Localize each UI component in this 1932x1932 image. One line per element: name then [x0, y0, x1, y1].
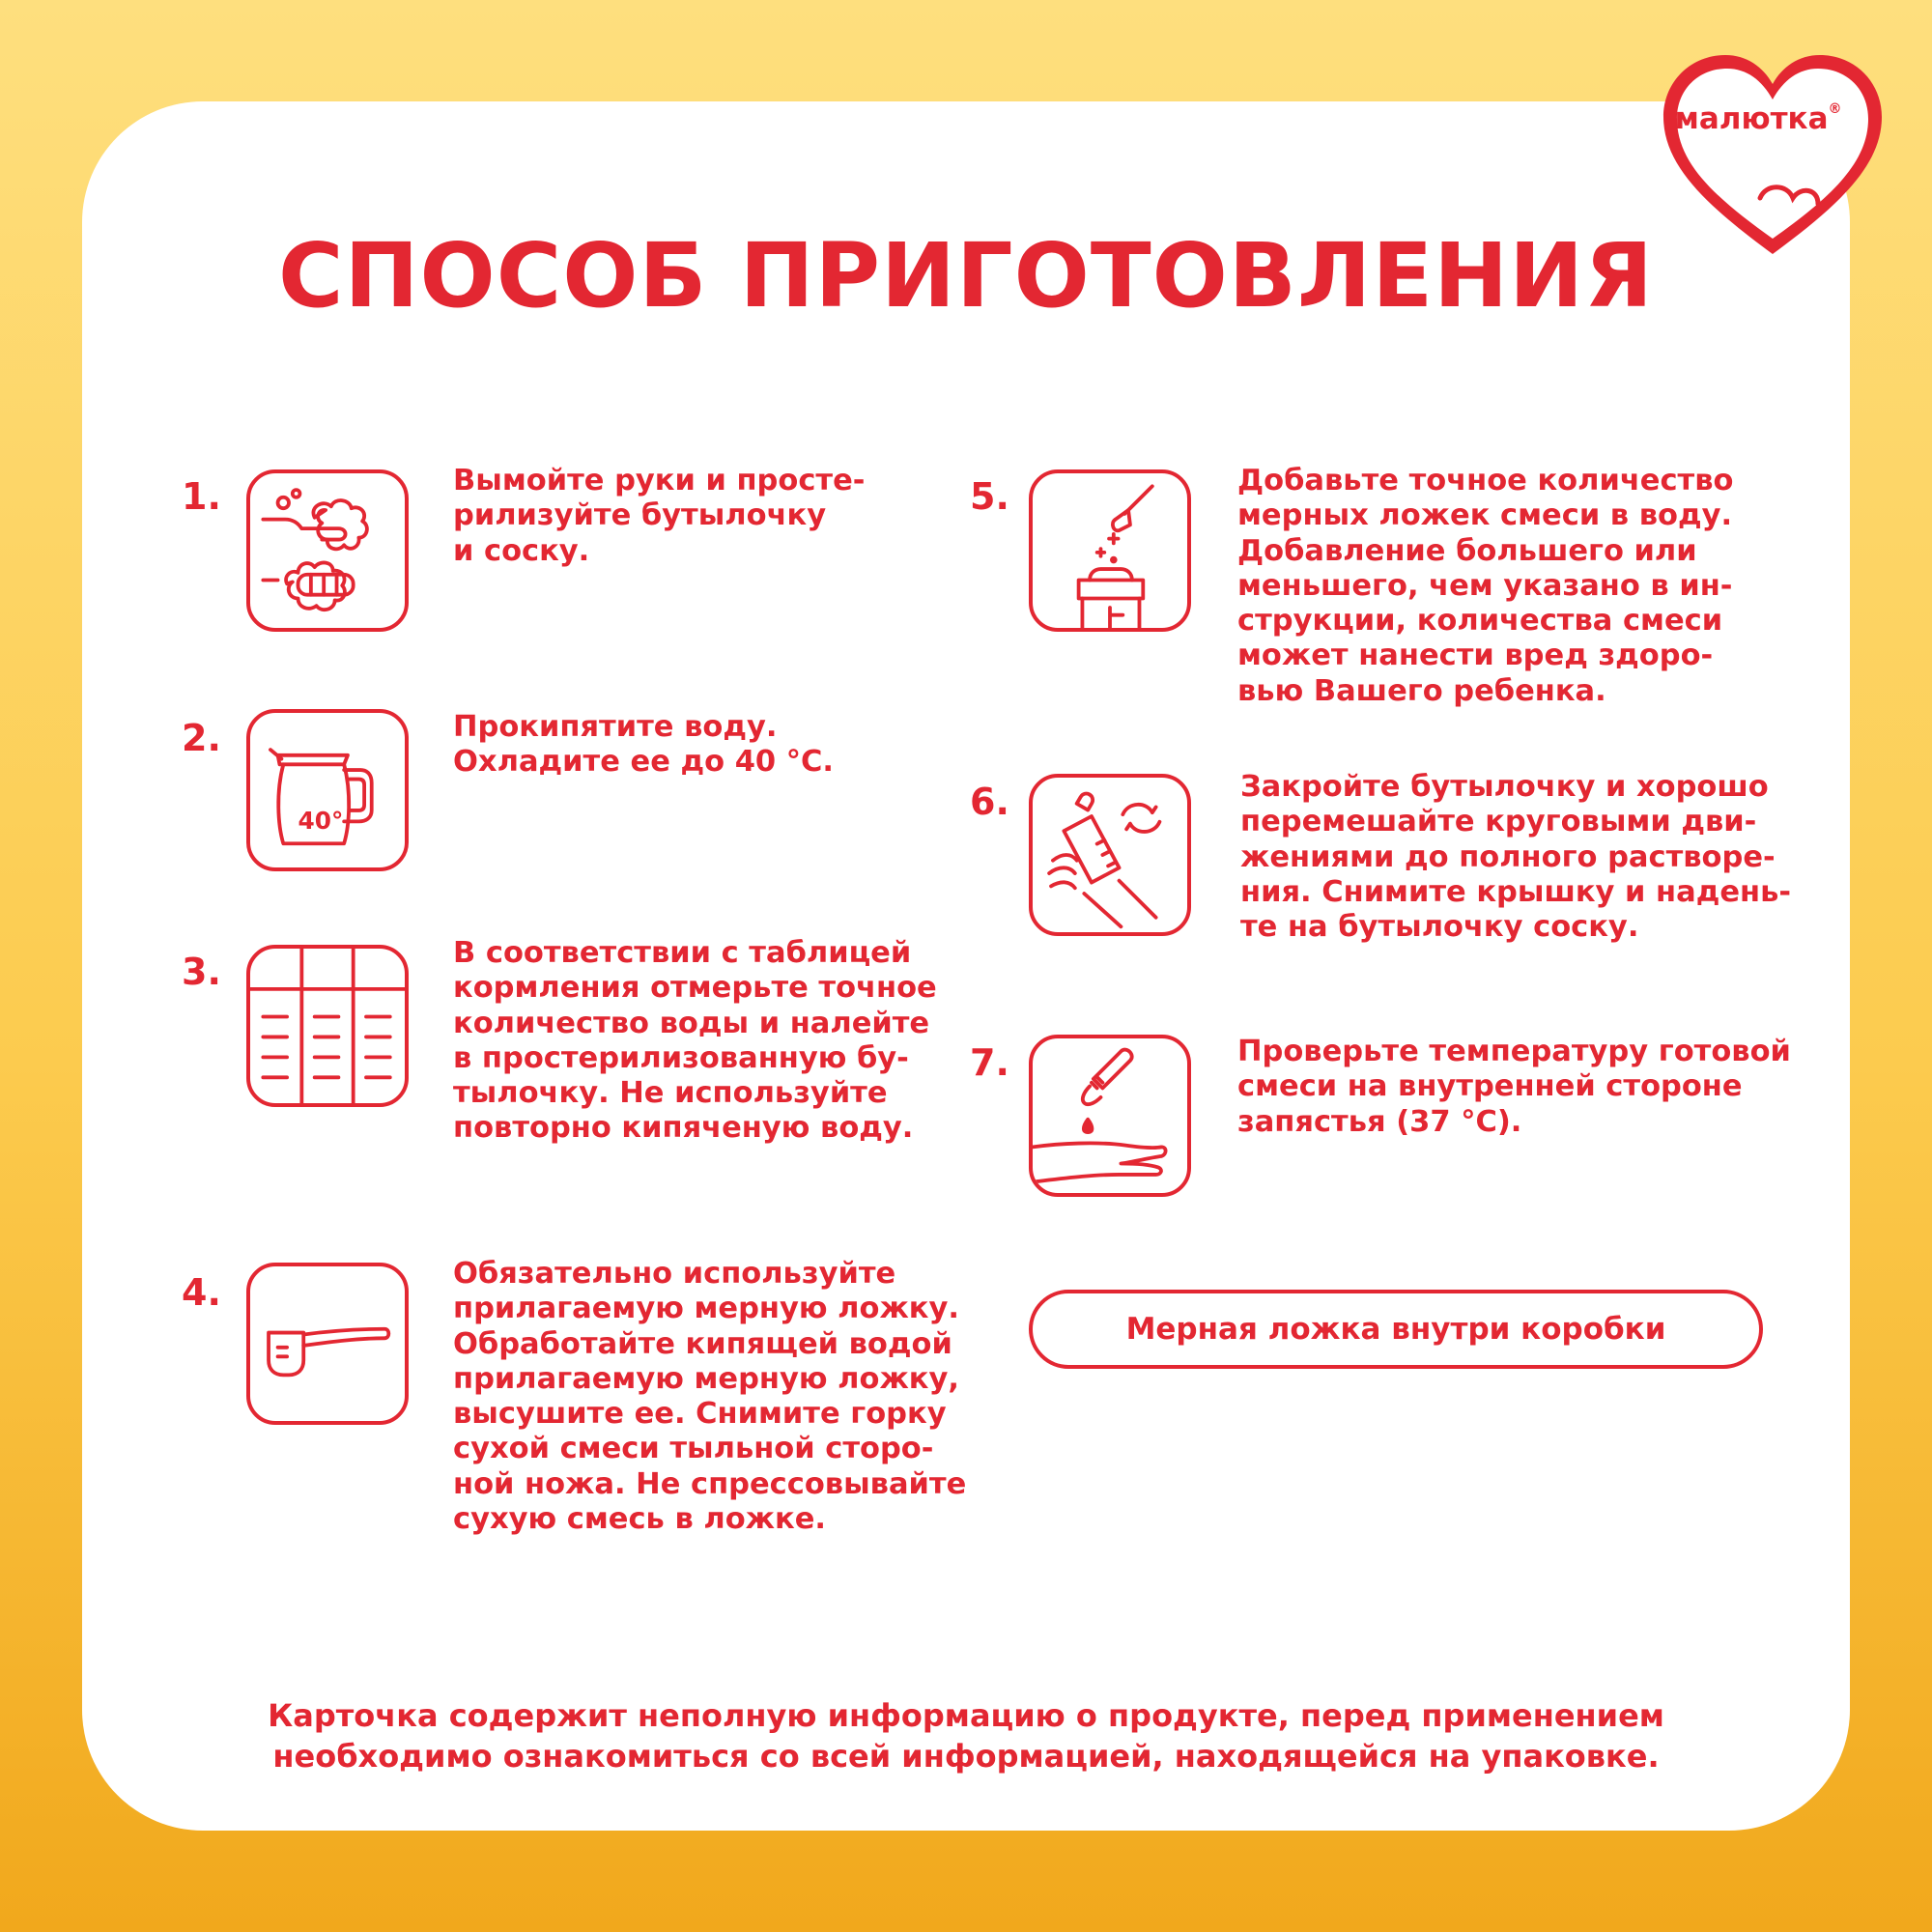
- add-formula-icon: [1029, 469, 1191, 632]
- step-number-1: 1.: [182, 475, 221, 518]
- wrist-test-icon: [1029, 1035, 1191, 1197]
- page-title: СПОСОБ ПРИГОТОВЛЕНИЯ: [277, 224, 1655, 327]
- step-text-4: Обязательно используйте прилагаемую мерную ложку. Обработайте кипящей водой прилагаемую мерную ложку, высушите ее. Снимите горку сухой смеси тыльной сторо- ной ножа. Не спрессовывайте сухую смесь в ложке.: [453, 1257, 967, 1537]
- measuring-spoon-icon: [246, 1263, 409, 1425]
- step-text-1: Вымойте руки и просте- рилизуйте бутылочку и соску.: [453, 464, 866, 568]
- step-number-5: 5.: [970, 475, 1009, 518]
- step-number-4: 4.: [182, 1271, 221, 1314]
- measuring-spoon-note: Мерная ложка внутри коробки: [1029, 1290, 1763, 1369]
- step-text-7: Проверьте температуру готовой смеси на внутренней стороне запястья (37 °C).: [1237, 1035, 1791, 1139]
- disclaimer: Карточка содержит неполную информацию о продукте, перед применением необходимо ознакомиться со всей информацией, находящейся на упаковке.: [268, 1697, 1664, 1775]
- step-text-6: Закройте бутылочку и хорошо перемешайте круговыми дви- жениями до полного растворе- ния. Снимите крышку и надень- те на бутылочку соску.: [1240, 770, 1792, 945]
- step-text-2: Прокипятите воду. Охладите ее до 40 °C.: [453, 710, 834, 780]
- step-number-7: 7.: [970, 1041, 1009, 1084]
- step-number-2: 2.: [182, 717, 221, 759]
- brand-name: малютка®: [1674, 101, 1842, 136]
- step-number-6: 6.: [970, 781, 1009, 823]
- shake-bottle-icon: [1029, 774, 1191, 936]
- step-text-5: Добавьте точное количество мерных ложек смеси в воду. Добавление большего или меньшего, чем указано в ин- струкции, количества смеси может нанести вред здоро- вью Вашего ребенка.: [1237, 464, 1734, 708]
- kettle-icon: [246, 709, 409, 871]
- kettle-temperature-label: 40°: [298, 807, 344, 835]
- hand-washing-icon: [246, 469, 409, 632]
- feeding-table-icon: [246, 945, 409, 1107]
- step-text-3: В соответствии с таблицей кормления отмерьте точное количество воды и налейте в простерилизованную бу- тылочку. Не используйте повторно кипяченую воду.: [453, 936, 937, 1146]
- step-number-3: 3.: [182, 951, 221, 993]
